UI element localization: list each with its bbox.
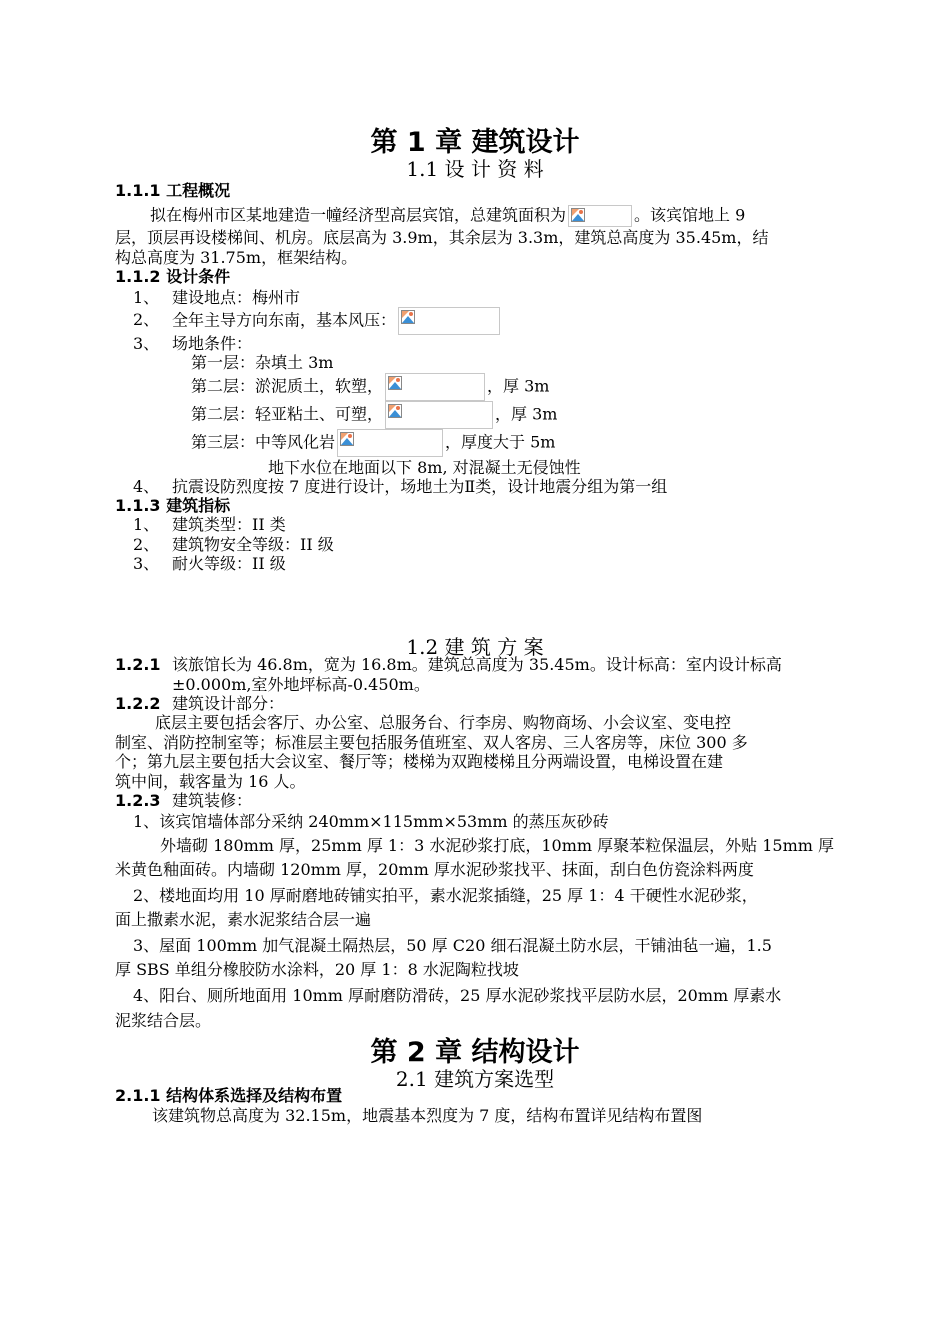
text-segment: 第三层：中等风化岩 [191, 432, 336, 452]
decoration-item-2: 2、楼地面均用 10 厚耐磨地砖铺实拍平，素水泥浆插缝，25 厚 1：4 干硬性水泥砂浆， [133, 886, 758, 905]
list-item-number: 1、 [133, 288, 160, 307]
heading-1-2-2-number: 1.2.2 [115, 694, 161, 713]
list-item: 建设地点：梅州市 [172, 288, 301, 307]
decoration-item-2-line2: 面上撒素水泥，素水泥浆结合层一遍 [115, 910, 372, 929]
soil-layer-3 [191, 401, 557, 429]
decoration-item-4: 4、阳台、厕所地面用 10mm 厚耐磨防滑砖，25 厚水泥砂浆找平层防水层，20mm 厚素水 [133, 986, 782, 1005]
text-segment: 全年主导方向东南，基本风压： [172, 310, 397, 330]
decoration-item-3-line2: 厚 SBS 单组分橡胶防水涂料，20 厚 1：8 水泥陶粒找坡 [115, 960, 519, 979]
paragraph-2-1-1: 该建筑物总高度为 32.15m，地震基本烈度为 7 度，结构布置详见结构布置图 [152, 1106, 703, 1125]
list-item [172, 307, 502, 335]
chapter-2-title: 第 2 章 结构设计 [370, 1037, 580, 1068]
soil-layer-2 [191, 373, 549, 401]
heading-1-1-3: 1.1.3 建筑指标 [115, 496, 231, 515]
decoration-item-1-line2: 外墙砌 180mm 厚，25mm 厚 1：3 水泥砂浆打底，10mm 厚聚苯粒保温层，外贴 15mm 厚 [160, 836, 835, 855]
heading-1-2-3-number: 1.2.3 [115, 791, 161, 810]
soil-3-formula-image [385, 401, 493, 429]
heading-1-1-2: 1.1.2 设计条件 [115, 267, 231, 286]
soil-layer-4 [191, 429, 555, 457]
list-item-number: 2、 [133, 310, 160, 329]
list-item: 抗震设防烈度按 7 度进行设计，场地土为Ⅱ类，设计地震分组为第一组 [172, 477, 668, 496]
decoration-item-1: 1、该宾馆墙体部分采纳 240mm×115mm×53mm 的蒸压灰砂砖 [133, 812, 609, 831]
paragraph-1-1-1-line3: 构总高度为 31.75m，框架结构。 [115, 248, 358, 267]
list-item-number: 3、 [133, 334, 160, 353]
text-segment: 第二层：轻亚粘土、可塑， [191, 404, 384, 424]
paragraph-1-1-1-line1 [150, 205, 745, 227]
heading-1-2-3-title: 建筑装修： [172, 791, 253, 810]
paragraph-1-2-2-line4: 筑中间，载客量为 16 人。 [115, 772, 306, 791]
paragraph-1-2-1-line2: ±0.000m,室外地坪标高-0.450m。 [172, 675, 430, 694]
broken-image-icon [401, 310, 415, 324]
list-item-number: 3、 [133, 554, 160, 573]
paragraph-1-2-1-line1: 该旅馆长为 46.8m，宽为 16.8m。建筑总高度为 35.45m。设计标高：室内设计标高 [172, 655, 782, 674]
soil-4-formula-image [337, 429, 443, 457]
text-segment: 拟在梅州市区某地建造一幢经济型高层宾馆，总建筑面积为 [150, 205, 567, 225]
text-segment: ，厚 3m [487, 376, 550, 396]
list-item: 耐火等级：II 级 [172, 554, 286, 573]
list-item: 建筑类型：II 类 [172, 515, 286, 534]
groundwater-note: 地下水位在地面以下 8m, 对混凝土无侵蚀性 [268, 458, 581, 477]
paragraph-1-2-2-line2: 制室、消防控制室等；标准层主要包括服务值班室、双人客房、三人客房等，床位 300 多 [115, 733, 748, 752]
paragraph-1-2-2-line1: 底层主要包括会客厅、办公室、总服务台、行李房、购物商场、小会议室、变电控 [155, 713, 732, 732]
heading-1-2-2-title: 建筑设计部分： [172, 694, 285, 713]
decoration-item-3: 3、屋面 100mm 加气混凝土隔热层，50 厚 C20 细石混凝土防水层，干铺油毡一遍，1.5 [133, 936, 772, 955]
section-1-1-title: 1.1 设 计 资 料 [406, 157, 544, 181]
list-item: 场地条件： [172, 334, 253, 353]
wind-pressure-formula-image [398, 307, 500, 335]
list-item: 建筑物安全等级：II 级 [172, 535, 334, 554]
paragraph-1-1-1-line2: 层，顶层再设楼梯间、机房。底层高为 3.9m，其余层为 3.3m，建筑总高度为 35.45m，结 [115, 228, 769, 247]
heading-1-2-1-number: 1.2.1 [115, 655, 161, 674]
text-segment: ，厚度大于 5m [445, 432, 556, 452]
broken-image-icon [340, 432, 354, 446]
section-2-1-title: 2.1 建筑方案选型 [395, 1067, 555, 1091]
decoration-item-4-line2: 泥浆结合层。 [115, 1011, 212, 1030]
decoration-item-1-line3: 米黄色釉面砖。内墙砌 120mm 厚，20mm 厚水泥砂浆找平、抹面，刮白色仿瓷涂料两度 [115, 860, 754, 879]
paragraph-1-2-2-line3: 个；第九层主要包括大会议室、餐厅等；楼梯为双跑楼梯且分两端设置，电梯设置在建 [115, 752, 724, 771]
soil-2-formula-image [385, 373, 485, 401]
broken-image-icon [388, 376, 402, 390]
list-item-number: 2、 [133, 535, 160, 554]
heading-2-1-1: 2.1.1 结构体系选择及结构布置 [115, 1086, 343, 1105]
heading-1-1-1: 1.1.1 工程概况 [115, 181, 231, 200]
list-item-number: 4、 [133, 477, 160, 496]
text-segment: 第二层：淤泥质土，软塑， [191, 376, 384, 396]
chapter-1-title: 第 1 章 建筑设计 [370, 127, 580, 158]
area-formula-image [568, 205, 632, 227]
broken-image-icon [571, 208, 585, 222]
soil-layer-1: 第一层：杂填土 3m [191, 353, 334, 372]
broken-image-icon [388, 404, 402, 418]
list-item-number: 1、 [133, 515, 160, 534]
section-1-2-title: 1.2 建 筑 方 案 [406, 635, 544, 659]
text-segment: ，厚 3m [495, 404, 558, 424]
text-segment: 。该宾馆地上 9 [634, 205, 746, 225]
